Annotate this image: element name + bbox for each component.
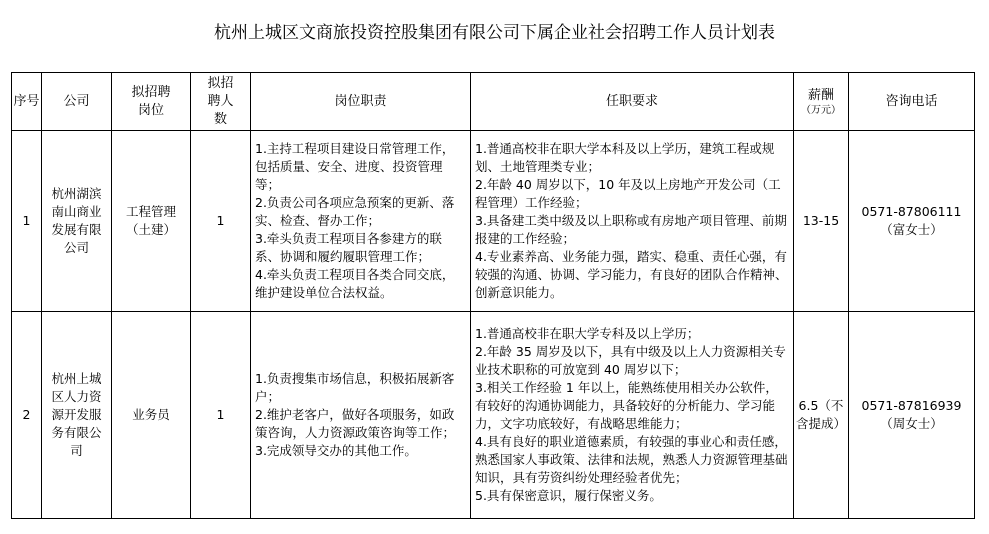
header-duties: 岗位职责: [251, 73, 471, 131]
row-contact: [849, 312, 975, 519]
header-salary: [794, 73, 849, 131]
row-phone: 0571-87816939: [861, 398, 962, 413]
header-no: 序号: [12, 73, 42, 131]
row-salary: 6.5（不含提成）: [794, 312, 849, 519]
row-duties: [251, 131, 471, 312]
recruitment-table: [11, 72, 975, 519]
row-requirements: [471, 131, 794, 312]
duty-item: 2.维护老客户，做好各项服务，如政策咨询，人力资源政策咨询等工作；: [255, 407, 456, 440]
duty-item: 2.负责公司各项应急预案的更新、落实、检查、督办工作；: [255, 195, 455, 228]
row-count: 1: [191, 131, 251, 312]
duty-item: 3.牵头负责工程项目各参建方的联系、协调和履约履职管理工作；: [255, 231, 442, 264]
header-count: 拟招聘人数: [191, 73, 251, 131]
header-phone: 咨询电话: [849, 73, 975, 131]
requirement-item: 3.相关工作经验 1 年以上，能熟练使用相关办公软件，有较好的沟通协调能力，具备较好的分析能力、学习能力，文字功底较好，有战略思维能力；: [475, 380, 778, 431]
row-count: 1: [191, 312, 251, 519]
duty-item: 4.牵头负责工程项目各类合同交底，维护建设单位合法权益。: [255, 267, 455, 300]
requirement-item: 3.具备建工类中级及以上职称或有房地产项目管理、前期报建的工作经验；: [475, 213, 787, 246]
row-contact-person: （富女士）: [880, 222, 943, 237]
row-requirements: [471, 312, 794, 519]
row-phone: 0571-87806111: [861, 204, 962, 219]
row-salary: 13-15: [794, 131, 849, 312]
requirement-item: 1.普通高校非在职大学专科及以上学历；: [475, 326, 700, 341]
requirement-item: 2.年龄 35 周岁及以下，具有中级及以上人力资源相关专业技术职称的可放宽到 40 周岁以下；: [475, 344, 786, 377]
row-contact: [849, 131, 975, 312]
row-position: 工程管理（土建）: [112, 131, 191, 312]
table-row: [12, 131, 975, 312]
row-no: 2: [12, 312, 42, 519]
requirement-item: 2.年龄 40 周岁以下，10 年及以上房地产开发公司（工程管理）工作经验；: [475, 177, 781, 210]
table-header-row: [12, 73, 975, 131]
row-company: 杭州湖滨南山商业发展有限公司: [42, 131, 112, 312]
header-salary-label: 薪酬: [807, 87, 834, 103]
requirement-item: 4.专业素养高、业务能力强，踏实、稳重、责任心强，有较强的沟通、协调、学习能力，有良好的团队合作精神、创新意识能力。: [475, 249, 788, 300]
row-position: 业务员: [112, 312, 191, 519]
requirement-item: 4.具有良好的职业道德素质，有较强的事业心和责任感，熟悉国家人事政策、法律和法规，熟悉人力资源管理基础知识，具有劳资纠纷处理经验者优先；: [475, 434, 788, 485]
row-no: 1: [12, 131, 42, 312]
row-contact-person: （周女士）: [880, 416, 943, 431]
page-title: 杭州上城区文商旅投资控股集团有限公司下属企业社会招聘工作人员计划表: [214, 23, 775, 43]
duty-item: 3.完成领导交办的其他工作。: [255, 443, 417, 458]
header-position: 拟招聘岗位: [112, 73, 191, 131]
duty-item: 1.主持工程项目建设日常管理工作，包括质量、安全、进度、投资管理等；: [255, 141, 455, 192]
header-company: 公司: [42, 73, 112, 131]
header-requirements: 任职要求: [471, 73, 794, 131]
requirement-item: 5.具有保密意识，履行保密义务。: [475, 488, 662, 503]
table-row: [12, 312, 975, 519]
row-company: 杭州上城区人力资源开发服务有限公司: [42, 312, 112, 519]
header-salary-unit: （万元）: [801, 104, 841, 116]
row-duties: [251, 312, 471, 519]
requirement-item: 1.普通高校非在职大学本科及以上学历，建筑工程或规划、土地管理类专业；: [475, 141, 775, 174]
duty-item: 1.负责搜集市场信息，积极拓展新客户；: [255, 371, 455, 404]
